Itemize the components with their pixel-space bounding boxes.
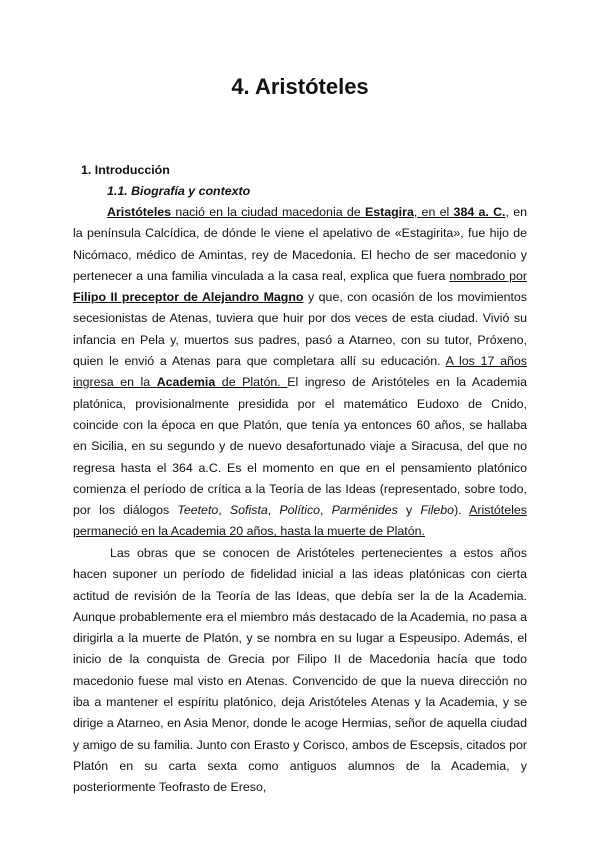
paragraph-biography	[73, 202, 527, 543]
text-run-underlined: A los 17 años ingresa en la	[73, 354, 527, 390]
dialogue-title: Filebo	[420, 503, 455, 518]
place-estagira: Estagira	[364, 205, 414, 219]
birth-year: 384 a. C.	[453, 205, 506, 219]
text-run: ).	[454, 503, 470, 518]
academia-term: Academia	[156, 375, 216, 390]
page-title: 4. Aristóteles	[231, 74, 369, 99]
text-run: El ingreso de Aristóteles en la Academia platónica, provisionalmente presidida por el matemático Eudoxo de Cnido, coincide con la época en que Platón, que tenía ya entonces 60 años, se hallaba en Sicilia, en su segundo y de nuevo desafortunado viaje a Siracusa, del que no regresa hasta el 364 a.C. Es el momento en que en el pensamiento platónico comienza el período de crítica a la Teoría de las Ideas (representado, sobre todo, por los diálogos	[73, 375, 527, 518]
text-run: ,	[320, 503, 332, 518]
dialogue-title: Político	[279, 503, 321, 518]
paragraph-academia-years: Las obras que se conocen de Aristóteles pertenecientes a estos años hacen suponer un período de fidelidad inicial a las ideas platónicas con cierta actitud de revisión de la Teoría de las Ideas, que debía ser la de la Academia. Aunque probablemente era el miembro más destacado de la Academia, no pasa a dirigirla a la muerte de Platón, y se nombra en su lugar a Espeusipo. Además, el inicio de la conquista de Grecia por Filipo II de Macedonia hacía que todo macedonio fuese mal visto en Atenas. Convencido de que la nueva dirección no iba a mantener el espíritu platónico, deja Aristóteles Atenas y la Academia, y se dirige a Atarneo, en Asia Menor, donde le acoge Hermias, señor de aquella ciudad y amigo de su familia. Junto con Erasto y Corisco, ambos de Escepsis, citados por Platón en su carta sexta como antiguos alumnos de la Academia, y posteriormente Teofrasto de Ereso,	[73, 546, 527, 795]
section-heading: 1. Introducción	[81, 163, 170, 177]
text-run-underlined: Aristóteles permaneció en la Academia 20 años, hasta la muerte de Platón.	[73, 503, 527, 539]
text-run: nació en la ciudad macedonia de	[171, 205, 365, 219]
text-run: ,	[218, 503, 230, 518]
subsection-heading: 1.1. Biografía y contexto	[107, 184, 251, 198]
dialogue-title: Parménides	[331, 503, 398, 518]
text-run: y	[397, 503, 421, 518]
preceptor-title: Filipo II preceptor de Alejandro Magno	[73, 290, 304, 305]
text-run: y que, con ocasión de los movimientos secesionistas de Atenas, tuviera que huir por dos veces de esta ciudad. Vivió su infancia en Pela y, muertos sus padres, pasó a Atarneo, con su tutor, Próxeno, quien le envió a Atenas para que completara allí su educación.	[73, 290, 528, 369]
text-run: ,	[267, 503, 280, 518]
text-run: , en el	[413, 205, 454, 219]
text-run-underlined: de Platón.	[215, 375, 288, 390]
dialogue-title: Sofista	[229, 503, 268, 518]
name-aristoteles: Aristóteles	[107, 205, 172, 219]
text-run-underlined: nombrado por	[449, 268, 527, 283]
text-run: , en la península Calcídica, de dónde le viene el apelativo de «Estagirita», fue hijo de Nicómaco, médico de Amintas, rey de Macedonia. El hecho de ser macedonio y pertenecer a una familia vinculada a la casa real, explica que fuera	[73, 205, 527, 283]
dialogue-title: Teeteto	[177, 503, 219, 518]
